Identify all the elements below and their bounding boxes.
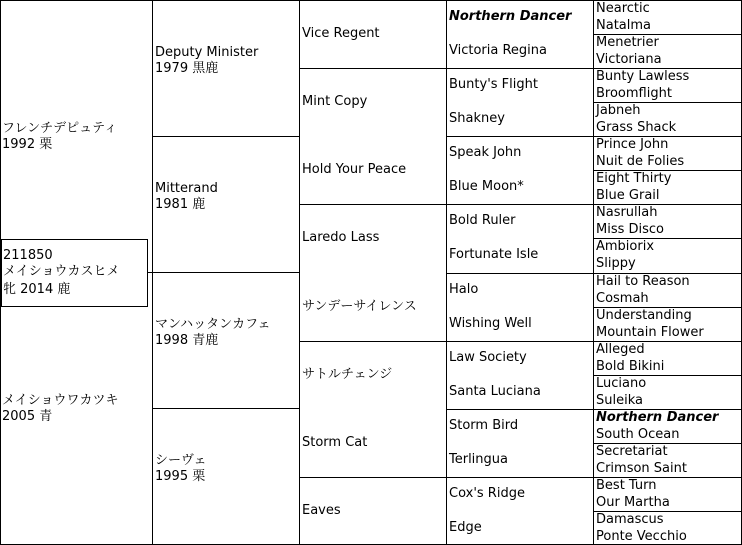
- gen5-name: Alleged: [596, 342, 645, 357]
- gen2-info: 1981 鹿: [155, 197, 206, 212]
- gen5-name: Luciano: [596, 376, 647, 391]
- gen5-name: Ambiorix: [596, 239, 655, 254]
- dam-name: メイショウワカツキ: [2, 393, 119, 408]
- gen5-name: Bunty Lawless: [596, 69, 690, 84]
- gen4-name: Cox's Ridge: [449, 486, 525, 501]
- gen4-name: Storm Bird: [449, 418, 519, 433]
- gen5-name: South Ocean: [596, 427, 680, 442]
- subject-name: メイショウカスヒメ: [3, 264, 120, 279]
- gen4-name: Shakney: [449, 111, 505, 126]
- gen5-name: Understanding: [596, 308, 692, 323]
- gen5-name: Nuit de Folies: [596, 154, 685, 169]
- gen2-info: 1998 青鹿: [155, 333, 219, 348]
- gen5-name: Hail to Reason: [596, 274, 690, 289]
- sire-info: 1992 栗: [2, 137, 53, 152]
- gen3-name: サトルチェンジ: [302, 367, 393, 382]
- gen5-name: Ponte Vecchio: [596, 529, 687, 544]
- sire-name: フレンチデピュティ: [2, 121, 118, 136]
- gen5-name: Miss Disco: [596, 222, 665, 237]
- gen4-name: Fortunate Isle: [449, 247, 539, 262]
- gen4-name: Bold Ruler: [449, 213, 516, 228]
- gen5-name: Natalma: [596, 18, 651, 33]
- gen2-name: Deputy Minister: [155, 45, 259, 60]
- gen2-name: Mitterand: [155, 181, 218, 196]
- gen3-name: Hold Your Peace: [302, 162, 407, 177]
- gen4-name: Edge: [449, 520, 482, 535]
- divider-gen4: [446, 341, 594, 342]
- gen4-name: Victoria Regina: [449, 43, 547, 58]
- divider-gen2: [152, 136, 300, 137]
- dam-info: 2005 青: [2, 409, 53, 424]
- gen3-name: Vice Regent: [302, 26, 380, 41]
- gen3-name: Mint Copy: [302, 94, 368, 109]
- gen4-name: Halo: [449, 282, 479, 297]
- gen5-name: Nasrullah: [596, 205, 658, 220]
- gen4-name: Speak John: [449, 145, 522, 160]
- gen5-name: Menetrier: [596, 35, 659, 50]
- gen4-name: Santa Luciana: [449, 384, 541, 399]
- gen5-name: Victoriana: [596, 52, 662, 67]
- divider-gen3: [299, 477, 447, 478]
- gen5-name: Damascus: [596, 512, 664, 527]
- gen5-name: Cosmah: [596, 291, 649, 306]
- divider-gen4: [446, 136, 594, 137]
- gen5-name: Suleika: [596, 393, 643, 408]
- gen5-name: Grass Shack: [596, 120, 677, 135]
- gen4-name: Blue Moon*: [449, 179, 524, 194]
- gen4-name: Wishing Well: [449, 316, 532, 331]
- gen5-name: Nearctic: [596, 1, 650, 16]
- gen5-name: Secretariat: [596, 444, 668, 459]
- gen5-name: Jabneh: [596, 103, 641, 118]
- gen4-name: Bunty's Flight: [449, 77, 538, 92]
- divider-gen3: [299, 204, 447, 205]
- divider-gen3: [299, 341, 447, 342]
- gen5-name: Broomflight: [596, 86, 672, 101]
- divider-gen2: [152, 272, 300, 273]
- divider-gen4: [446, 68, 594, 69]
- gen5-name: Slippy: [596, 256, 636, 271]
- gen3-name: Storm Cat: [302, 435, 368, 450]
- gen3-name: Eaves: [302, 503, 341, 518]
- gen2-info: 1995 栗: [155, 469, 206, 484]
- divider-gen3: [299, 68, 447, 69]
- divider-gen4: [446, 204, 594, 205]
- gen2-info: 1979 黒鹿: [155, 61, 219, 76]
- divider-gen2: [152, 408, 300, 409]
- gen4-name: Northern Dancer: [449, 9, 572, 24]
- gen2-name: マンハッタンカフェ: [155, 317, 271, 332]
- gen5-name: Our Martha: [596, 495, 670, 510]
- gen3-name: サンデーサイレンス: [302, 299, 417, 314]
- gen5-name: Prince John: [596, 137, 669, 152]
- gen3-name: Laredo Lass: [302, 230, 380, 245]
- gen4-name: Terlingua: [449, 452, 508, 467]
- gen5-name: Crimson Saint: [596, 461, 687, 476]
- subject-id: 211850: [3, 248, 53, 263]
- gen5-name: Northern Dancer: [596, 410, 719, 425]
- gen5-name: Best Turn: [596, 478, 657, 493]
- divider-gen4: [446, 409, 594, 410]
- gen5-name: Eight Thirty: [596, 171, 672, 186]
- subject-info: 牝 2014 鹿: [3, 282, 71, 297]
- gen5-name: Mountain Flower: [596, 325, 704, 340]
- gen4-name: Law Society: [449, 350, 527, 365]
- gen5-name: Bold Bikini: [596, 359, 665, 374]
- divider-gen4: [446, 273, 594, 274]
- subject-box: [1, 239, 148, 307]
- gen2-name: シーヴェ: [155, 453, 207, 468]
- gen5-name: Blue Grail: [596, 188, 660, 203]
- divider-gen4: [446, 477, 594, 478]
